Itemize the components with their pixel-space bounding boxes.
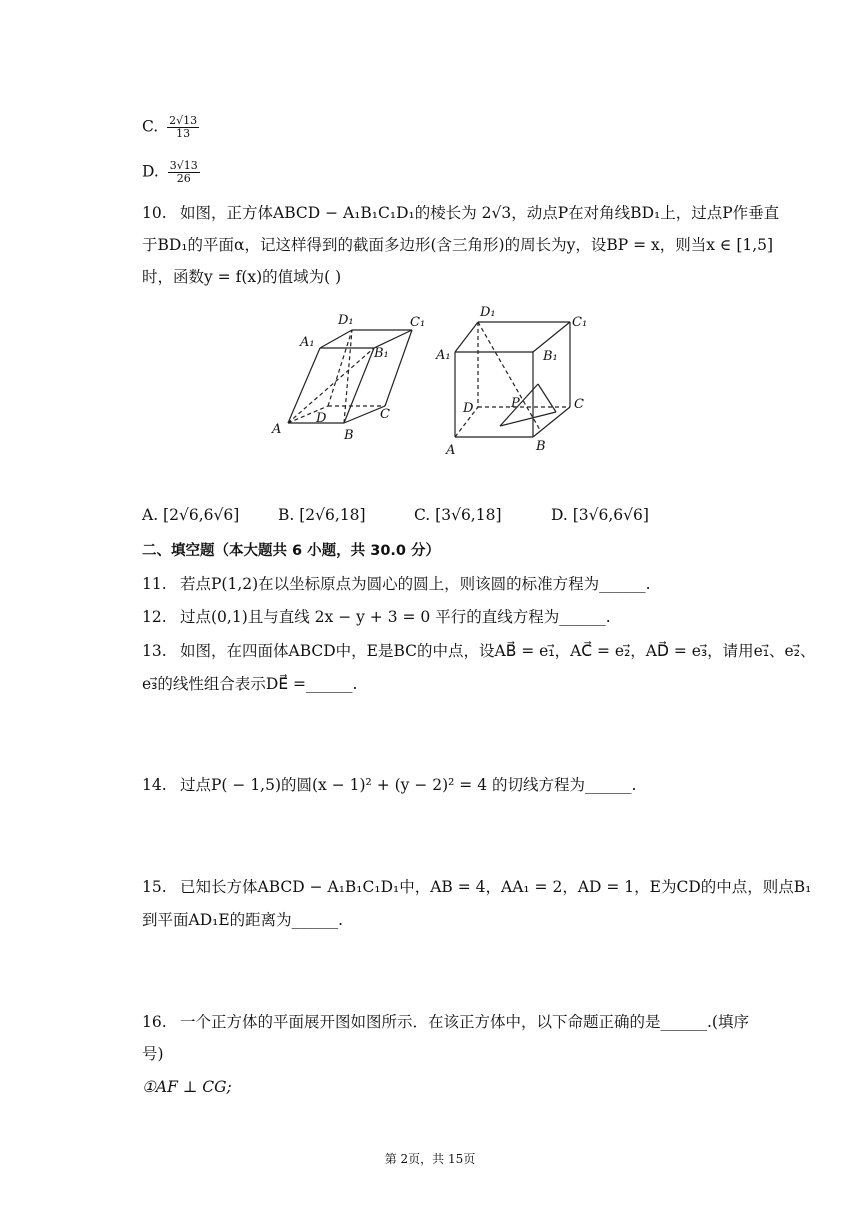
label-b-left: B bbox=[344, 428, 354, 443]
q15-number: 15. bbox=[142, 878, 167, 896]
q14-text: 过点P( − 1,5)的圆(x − 1)² + (y − 2)² = 4 的切线方程为______. bbox=[180, 776, 637, 794]
option-c-label: C. bbox=[142, 117, 159, 136]
q10-figures bbox=[0, 300, 860, 470]
q13-line2: e₃⃗的线性组合表示DE⃗ =______. bbox=[142, 675, 358, 693]
q11-text: 若点P(1,2)在以坐标原点为圆心的圆上，则该圆的标准方程为______. bbox=[180, 575, 651, 593]
option-d bbox=[142, 160, 200, 185]
option-c bbox=[142, 115, 199, 140]
q11 bbox=[142, 573, 651, 595]
option-d-denominator: 26 bbox=[176, 172, 191, 185]
cube-diag-bd1 bbox=[478, 322, 540, 430]
q12 bbox=[142, 606, 611, 628]
edge-bb1 bbox=[344, 348, 374, 423]
label-c-right: C bbox=[574, 397, 584, 412]
q15-line1 bbox=[142, 876, 811, 898]
q16-line1 bbox=[142, 1011, 749, 1033]
q11-number: 11. bbox=[142, 575, 167, 593]
q14-number: 14. bbox=[142, 776, 167, 794]
label-a1-left: A₁ bbox=[300, 335, 315, 350]
label-c1-right: C₁ bbox=[572, 315, 588, 330]
q10-line3: 时，函数y = f(x)的值域为( ) bbox=[142, 268, 342, 286]
option-c-fraction bbox=[167, 115, 199, 140]
label-c-left: C bbox=[380, 407, 390, 422]
label-b1-right: B₁ bbox=[543, 349, 558, 364]
section-heading: 二、填空题（本大题共 6 小题，共 30.0 分） bbox=[142, 543, 441, 559]
label-p-right: P bbox=[511, 396, 520, 411]
q14 bbox=[142, 774, 636, 796]
q10-option-d: D. [3√6,6√6] bbox=[551, 506, 649, 524]
label-d1-right: D₁ bbox=[480, 305, 496, 320]
q10-number: 10. bbox=[142, 204, 167, 222]
label-c1-left: C₁ bbox=[410, 315, 426, 330]
option-d-fraction bbox=[168, 160, 200, 185]
q12-number: 12. bbox=[142, 608, 167, 626]
q12-text: 过点(0,1)且与直线 2x − y + 3 = 0 平行的直线方程为______. bbox=[180, 608, 611, 626]
diag-ab1 bbox=[288, 348, 374, 423]
label-a1-right: A₁ bbox=[436, 348, 451, 363]
q13-line1 bbox=[142, 640, 815, 662]
label-d1-left: D₁ bbox=[338, 313, 354, 328]
q13-text-1: 如图，在四面体ABCD中，E是BC的中点，设AB⃗ = e₁⃗，AC⃗ = e₂⃗，AD⃗ = e₃⃗，请用e₁⃗、e₂⃗、 bbox=[180, 642, 816, 660]
q16-item1: ①AF ⊥ CG; bbox=[142, 1078, 232, 1096]
label-d-left: D bbox=[316, 411, 327, 426]
label-b-right: B bbox=[536, 439, 546, 454]
q15-line2: 到平面AD₁E的距离为______. bbox=[142, 911, 344, 929]
section-edge-2 bbox=[538, 384, 556, 412]
page-footer: 第 2页，共 15页 bbox=[384, 1152, 476, 1166]
cube-edge-b1c1 bbox=[533, 322, 570, 352]
label-d-right: D bbox=[463, 401, 474, 416]
option-c-numerator: 2√13 bbox=[169, 114, 198, 127]
q16-number: 16. bbox=[142, 1013, 167, 1031]
label-b1-left: B₁ bbox=[374, 346, 389, 361]
cube-figure bbox=[435, 305, 587, 458]
q10-option-a: A. [2√6,6√6] bbox=[142, 506, 240, 524]
q10-line1 bbox=[142, 202, 779, 224]
option-d-label: D. bbox=[142, 162, 159, 181]
q10-line2: 于BD₁的平面α，记这样得到的截面多边形(含三角形)的周长为y，设BP = x，则当x ∈ [1,5] bbox=[142, 236, 774, 254]
q16-line2: 号) bbox=[142, 1045, 164, 1063]
q16-text-1: 一个正方体的平面展开图如图所示．在该正方体中，以下命题正确的是______.(填序 bbox=[180, 1013, 749, 1031]
q13-number: 13. bbox=[142, 642, 167, 660]
cube-edge-bc bbox=[533, 407, 570, 437]
option-d-numerator: 3√13 bbox=[169, 159, 198, 172]
label-a-right: A bbox=[446, 443, 456, 458]
q10-option-c: C. [3√6,18] bbox=[414, 506, 502, 524]
cube-edge-a1d1 bbox=[455, 322, 478, 352]
option-c-denominator: 13 bbox=[176, 127, 191, 140]
q10-text-1: 如图，正方体ABCD − A₁B₁C₁D₁的棱长为 2√3，动点P在对角线BD₁上，过点P作垂直 bbox=[180, 204, 780, 222]
parallelepiped-figure bbox=[271, 313, 425, 443]
label-a-left: A bbox=[272, 422, 282, 437]
q15-text-1: 已知长方体ABCD − A₁B₁C₁D₁中，AB = 4，AA₁ = 2，AD = 1，E为CD的中点，则点B₁ bbox=[180, 878, 812, 896]
section-edge-3 bbox=[500, 412, 556, 426]
q10-option-b: B. [2√6,18] bbox=[278, 506, 366, 524]
